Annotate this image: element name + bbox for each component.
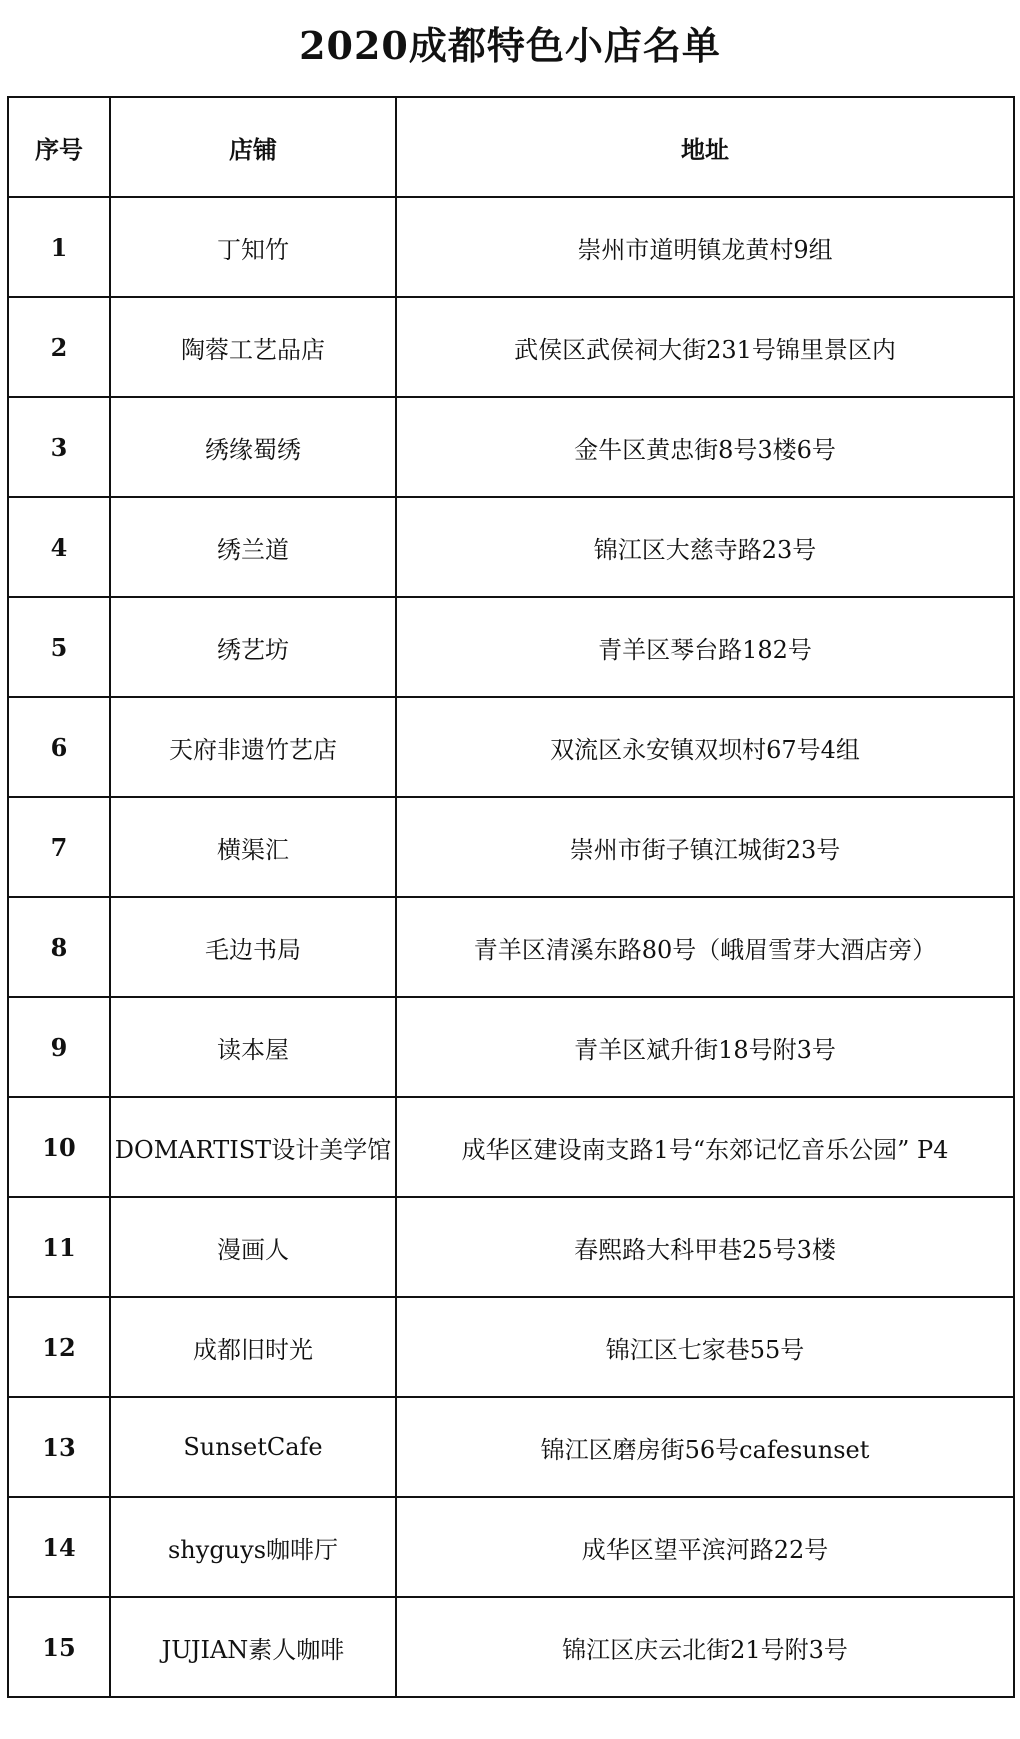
row-number: 13 xyxy=(8,1397,110,1497)
shop-name: 绣缘蜀绣 xyxy=(110,397,396,497)
row-number: 4 xyxy=(8,497,110,597)
shop-address: 锦江区庆云北街21号附3号 xyxy=(396,1597,1014,1697)
table-row xyxy=(8,1597,1014,1697)
shop-name: 横渠汇 xyxy=(110,797,396,897)
shop-name: SunsetCafe xyxy=(110,1397,396,1497)
shop-name: 天府非遗竹艺店 xyxy=(110,697,396,797)
shop-address: 金牛区黄忠街8号3楼6号 xyxy=(396,397,1014,497)
row-number: 8 xyxy=(8,897,110,997)
table-row xyxy=(8,797,1014,897)
shop-name: DOMARTIST设计美学馆 xyxy=(110,1097,396,1197)
shop-name: 陶蓉工艺品店 xyxy=(110,297,396,397)
row-number: 3 xyxy=(8,397,110,497)
table-row xyxy=(8,297,1014,397)
table-row xyxy=(8,597,1014,697)
table-row xyxy=(8,897,1014,997)
row-number: 5 xyxy=(8,597,110,697)
table-row xyxy=(8,397,1014,497)
shop-address: 双流区永安镇双坝村67号4组 xyxy=(396,697,1014,797)
row-number: 14 xyxy=(8,1497,110,1597)
shop-address: 锦江区七家巷55号 xyxy=(396,1297,1014,1397)
header-address: 地址 xyxy=(396,97,1014,197)
shop-list-table xyxy=(7,96,1015,1698)
shop-address: 锦江区大慈寺路23号 xyxy=(396,497,1014,597)
shop-address: 崇州市道明镇龙黄村9组 xyxy=(396,197,1014,297)
table-row xyxy=(8,197,1014,297)
row-number: 7 xyxy=(8,797,110,897)
shop-address: 青羊区斌升街18号附3号 xyxy=(396,997,1014,1097)
row-number: 12 xyxy=(8,1297,110,1397)
table-row xyxy=(8,1397,1014,1497)
shop-name: 绣艺坊 xyxy=(110,597,396,697)
table-header-row xyxy=(8,97,1014,197)
table-row xyxy=(8,1297,1014,1397)
table-row xyxy=(8,1197,1014,1297)
table-row xyxy=(8,497,1014,597)
row-number: 9 xyxy=(8,997,110,1097)
shop-address: 成华区建设南支路1号“东郊记忆音乐公园” P4 xyxy=(396,1097,1014,1197)
row-number: 10 xyxy=(8,1097,110,1197)
row-number: 1 xyxy=(8,197,110,297)
shop-name: JUJIAN素人咖啡 xyxy=(110,1597,396,1697)
shop-address: 锦江区磨房街56号cafesunset xyxy=(396,1397,1014,1497)
shop-name: shyguys咖啡厅 xyxy=(110,1497,396,1597)
shop-address: 春熙路大科甲巷25号3楼 xyxy=(396,1197,1014,1297)
shop-name: 绣兰道 xyxy=(110,497,396,597)
header-no: 序号 xyxy=(8,97,110,197)
shop-name: 成都旧时光 xyxy=(110,1297,396,1397)
shop-name: 读本屋 xyxy=(110,997,396,1097)
row-number: 15 xyxy=(8,1597,110,1697)
row-number: 2 xyxy=(8,297,110,397)
shop-name: 漫画人 xyxy=(110,1197,396,1297)
shop-address: 成华区望平滨河路22号 xyxy=(396,1497,1014,1597)
table-row xyxy=(8,997,1014,1097)
header-shop: 店铺 xyxy=(110,97,396,197)
table-row xyxy=(8,697,1014,797)
shop-address: 武侯区武侯祠大街231号锦里景区内 xyxy=(396,297,1014,397)
table-row xyxy=(8,1097,1014,1197)
page-title: 2020成都特色小店名单 xyxy=(299,23,721,68)
shop-address: 青羊区清溪东路80号（峨眉雪芽大酒店旁） xyxy=(396,897,1014,997)
row-number: 11 xyxy=(8,1197,110,1297)
table-body xyxy=(8,197,1014,1697)
shop-address: 青羊区琴台路182号 xyxy=(396,597,1014,697)
shop-address: 崇州市街子镇江城街23号 xyxy=(396,797,1014,897)
row-number: 6 xyxy=(8,697,110,797)
shop-name: 丁知竹 xyxy=(110,197,396,297)
table-row xyxy=(8,1497,1014,1597)
shop-name: 毛边书局 xyxy=(110,897,396,997)
